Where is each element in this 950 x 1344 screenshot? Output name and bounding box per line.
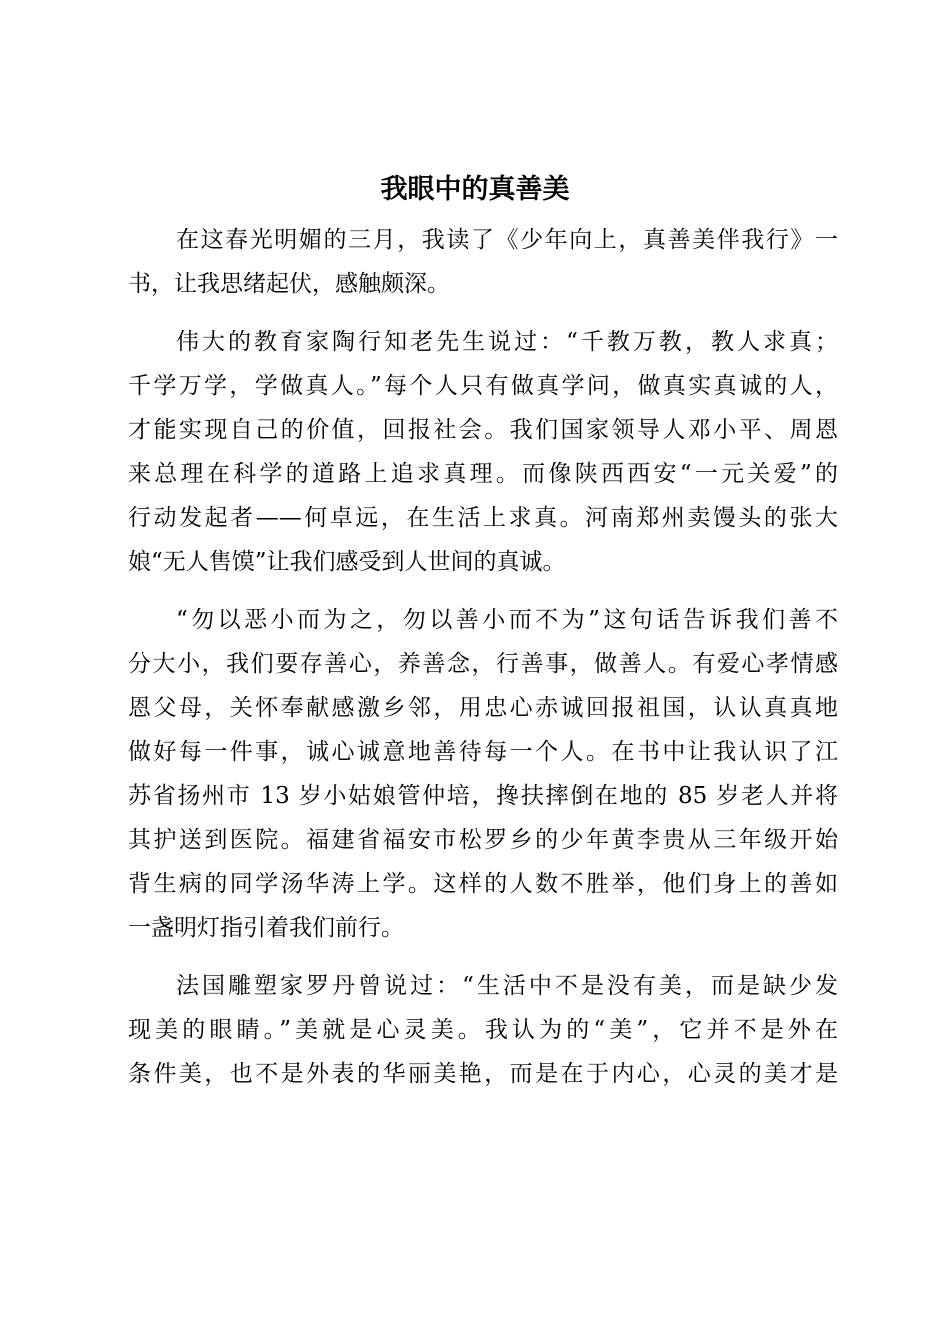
text-line: 书，让我思绪起伏，感触颇深。 (128, 271, 450, 297)
text-line: 千学万学，学做真人。”每个人只有做真学问，做真实真诚的人， (128, 373, 838, 399)
text-line: 现美的眼睛。”美就是心灵美。我认为的“美”，它并不是外在 (128, 1017, 838, 1043)
text-line: 做好每一件事，诚心诚意地善待每一个人。在书中让我认识了江 (128, 739, 838, 765)
text-line: 分大小，我们要存善心，养善念，行善事，做善人。有爱心孝情感 (128, 651, 838, 677)
text-line: 背生病的同学汤华涛上学。这样的人数不胜举，他们身上的善如 (128, 871, 838, 897)
paragraph-1 (128, 218, 838, 306)
document-body (128, 218, 838, 1096)
document-title: 我眼中的真善美 (380, 174, 570, 205)
paragraph-4 (128, 964, 838, 1096)
text-line: 伟大的教育家陶行知老先生说过：“千教万教，教人求真； (176, 329, 838, 355)
paragraph-2 (128, 320, 838, 584)
text-line: 才能实现自己的价值，回报社会。我们国家领导人邓小平、周恩 (128, 417, 838, 443)
text-line: “勿以恶小而为之，勿以善小而不为”这句话告诉我们善不 (176, 607, 838, 633)
text-line: 在这春光明媚的三月，我读了《少年向上，真善美伴我行》一 (176, 227, 838, 253)
text-line: 来总理在科学的道路上追求真理。而像陕西西安“一元关爱”的 (128, 461, 838, 487)
text-line: 条件美，也不是外表的华丽美艳，而是在于内心，心灵的美才是 (128, 1061, 838, 1087)
paragraph-3 (128, 598, 838, 950)
text-line: 其护送到医院。福建省福安市松罗乡的少年黄李贵从三年级开始 (128, 827, 838, 853)
text-line: 娘“无人售馍”让我们感受到人世间的真诚。 (128, 549, 566, 575)
text-line: 法国雕塑家罗丹曾说过：“生活中不是没有美，而是缺少发 (176, 973, 838, 999)
text-line: 一盏明灯指引着我们前行。 (128, 915, 404, 941)
text-line: 恩父母，关怀奉献感激乡邻，用忠心赤诚回报祖国，认认真真地 (128, 695, 838, 721)
text-line: 苏省扬州市 13 岁小姑娘管仲培，搀扶摔倒在地的 85 岁老人并将 (128, 783, 838, 809)
text-line: 行动发起者——何卓远，在生活上求真。河南郑州卖馒头的张大 (128, 505, 838, 531)
